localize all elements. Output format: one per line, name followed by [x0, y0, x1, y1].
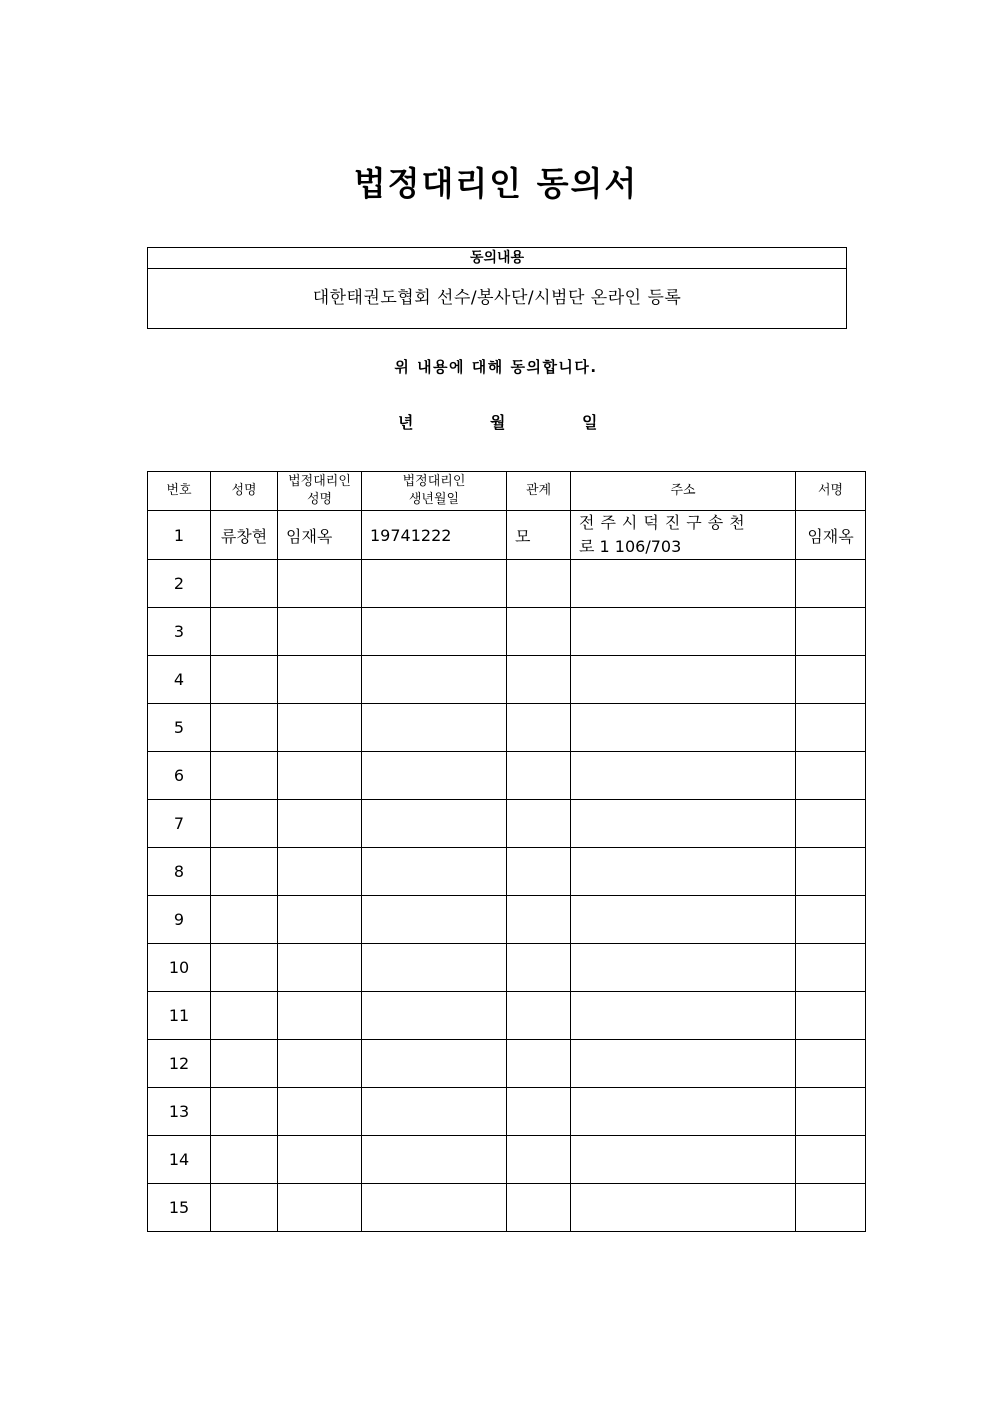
row-applicant-name: [211, 1184, 278, 1232]
row-number: 14: [148, 1136, 211, 1184]
row-number: 7: [148, 800, 211, 848]
table-row: [148, 848, 866, 896]
row-address: [571, 992, 796, 1040]
row-number: 1: [148, 511, 211, 560]
row-signature: [796, 944, 866, 992]
row-address-line2: 로 1 106/703: [579, 537, 682, 556]
row-guardian-birthdate: [362, 848, 507, 896]
row-guardian-birthdate: [362, 752, 507, 800]
row-guardian-name: [278, 1136, 362, 1184]
row-guardian-birthdate: [362, 608, 507, 656]
row-guardian-name: [278, 704, 362, 752]
row-applicant-name: [211, 608, 278, 656]
row-number: 15: [148, 1184, 211, 1232]
row-guardian-birthdate: 19741222: [362, 511, 507, 560]
row-guardian-birthdate: [362, 1088, 507, 1136]
consent-content-box: [147, 247, 847, 329]
row-relation: 모: [507, 511, 571, 560]
row-applicant-name: [211, 1040, 278, 1088]
header-guardian-birth-line2: 생년월일: [408, 492, 460, 507]
row-guardian-name: [278, 608, 362, 656]
row-address: [571, 752, 796, 800]
page-title: 법정대리인 동의서: [353, 164, 639, 203]
table-row: [148, 1088, 866, 1136]
row-applicant-name: [211, 1136, 278, 1184]
row-guardian-name: [278, 656, 362, 704]
header-guardian-name-line2: 성명: [306, 492, 333, 507]
header-name: 성명: [211, 472, 278, 511]
row-guardian-birthdate: [362, 1184, 507, 1232]
table-row: [148, 608, 866, 656]
row-guardian-birthdate: [362, 656, 507, 704]
row-signature: [796, 992, 866, 1040]
row-number: 2: [148, 560, 211, 608]
row-address: [571, 896, 796, 944]
agreement-statement: 위 내용에 대해 동의합니다.: [394, 358, 598, 376]
row-guardian-name: [278, 1040, 362, 1088]
row-applicant-name: [211, 752, 278, 800]
row-guardian-birthdate: [362, 560, 507, 608]
row-relation: [507, 848, 571, 896]
row-relation: [507, 800, 571, 848]
consent-content-body: 대한태권도협회 선수/봉사단/시범단 온라인 등록: [312, 288, 682, 308]
row-guardian-birthdate: [362, 992, 507, 1040]
row-applicant-name: [211, 800, 278, 848]
row-address: [571, 511, 796, 560]
row-signature: [796, 704, 866, 752]
row-guardian-name: [278, 848, 362, 896]
row-relation: [507, 752, 571, 800]
row-applicant-name: [211, 1088, 278, 1136]
row-number: 8: [148, 848, 211, 896]
row-number: 4: [148, 656, 211, 704]
row-number: 6: [148, 752, 211, 800]
row-guardian-birthdate: [362, 800, 507, 848]
row-number: 9: [148, 896, 211, 944]
row-address-line1: 전주시덕진구송천: [579, 513, 751, 532]
row-relation: [507, 1088, 571, 1136]
date-year-label: 년: [398, 413, 414, 432]
row-applicant-name: [211, 704, 278, 752]
row-relation: [507, 560, 571, 608]
table-row: [148, 704, 866, 752]
table-row: [148, 656, 866, 704]
row-address: [571, 656, 796, 704]
table-row: [148, 992, 866, 1040]
row-number: 3: [148, 608, 211, 656]
header-guardian-name-line1: 법정대리인: [288, 474, 351, 489]
row-guardian-birthdate: [362, 704, 507, 752]
row-signature: 임재옥: [796, 511, 866, 560]
row-relation: [507, 656, 571, 704]
row-signature: [796, 1184, 866, 1232]
row-signature: [796, 896, 866, 944]
row-guardian-name: 임재옥: [278, 511, 362, 560]
row-signature: [796, 752, 866, 800]
row-relation: [507, 704, 571, 752]
row-signature: [796, 560, 866, 608]
row-number: 12: [148, 1040, 211, 1088]
guardian-registration-table: [147, 471, 866, 1232]
row-address: [571, 800, 796, 848]
row-applicant-name: [211, 896, 278, 944]
row-signature: [796, 1040, 866, 1088]
row-relation: [507, 992, 571, 1040]
row-number: 10: [148, 944, 211, 992]
row-guardian-name: [278, 944, 362, 992]
row-guardian-name: [278, 896, 362, 944]
row-address: [571, 1136, 796, 1184]
row-number: 5: [148, 704, 211, 752]
row-relation: [507, 896, 571, 944]
row-address: [571, 704, 796, 752]
date-day-label: 일: [582, 413, 598, 432]
row-guardian-name: [278, 560, 362, 608]
consent-content-header: 동의내용: [148, 248, 846, 269]
header-signature: 서명: [796, 472, 866, 511]
table-row: [148, 1136, 866, 1184]
row-relation: [507, 1040, 571, 1088]
table-row: [148, 944, 866, 992]
row-signature: [796, 608, 866, 656]
table-row: [148, 560, 866, 608]
table-row: [148, 800, 866, 848]
row-guardian-name: [278, 1088, 362, 1136]
header-guardian-name: [278, 472, 362, 511]
row-guardian-name: [278, 800, 362, 848]
row-applicant-name: [211, 848, 278, 896]
row-address: [571, 1184, 796, 1232]
row-applicant-name: [211, 656, 278, 704]
row-address: [571, 1088, 796, 1136]
row-applicant-name: [211, 944, 278, 992]
table-header-row: [148, 472, 866, 511]
row-signature: [796, 800, 866, 848]
row-guardian-name: [278, 1184, 362, 1232]
row-number: 13: [148, 1088, 211, 1136]
date-month-label: 월: [490, 413, 506, 432]
table-row: [148, 896, 866, 944]
row-relation: [507, 1136, 571, 1184]
header-relation: 관계: [507, 472, 571, 511]
row-guardian-birthdate: [362, 896, 507, 944]
row-signature: [796, 1136, 866, 1184]
row-address: [571, 848, 796, 896]
row-applicant-name: 류창현: [211, 511, 278, 560]
row-guardian-birthdate: [362, 1136, 507, 1184]
table-row: [148, 752, 866, 800]
row-guardian-birthdate: [362, 1040, 507, 1088]
row-signature: [796, 1088, 866, 1136]
row-signature: [796, 656, 866, 704]
row-applicant-name: [211, 992, 278, 1040]
row-number: 11: [148, 992, 211, 1040]
header-guardian-birth: [362, 472, 507, 511]
row-relation: [507, 944, 571, 992]
row-address: [571, 944, 796, 992]
row-address: [571, 1040, 796, 1088]
row-relation: [507, 1184, 571, 1232]
table-row: [148, 1184, 866, 1232]
row-guardian-birthdate: [362, 944, 507, 992]
row-relation: [507, 608, 571, 656]
header-number: 번호: [148, 472, 211, 511]
table-body: [148, 511, 866, 1232]
row-applicant-name: [211, 560, 278, 608]
row-guardian-name: [278, 752, 362, 800]
table-row: [148, 1040, 866, 1088]
row-signature: [796, 848, 866, 896]
row-guardian-name: [278, 992, 362, 1040]
row-address: [571, 560, 796, 608]
header-address: 주소: [571, 472, 796, 511]
row-address: [571, 608, 796, 656]
table-row: [148, 511, 866, 560]
header-guardian-birth-line1: 법정대리인: [402, 474, 466, 489]
